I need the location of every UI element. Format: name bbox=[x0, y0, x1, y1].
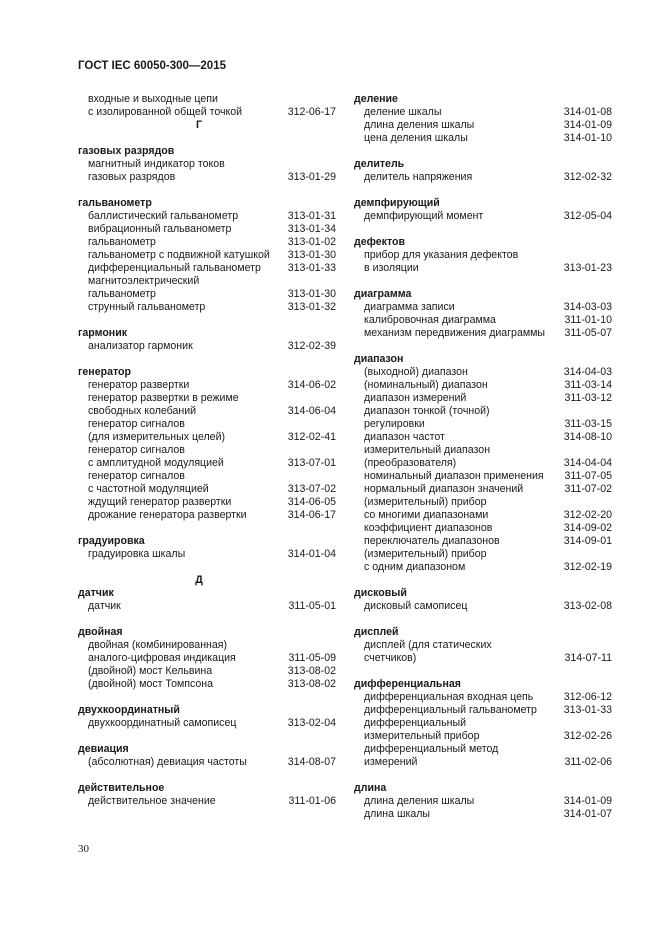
index-entry bbox=[354, 418, 612, 431]
index-entry bbox=[78, 548, 336, 561]
entry-code: 314-06-04 bbox=[287, 405, 336, 417]
spacer bbox=[354, 145, 612, 158]
spacer bbox=[78, 522, 336, 535]
index-heading: дефектов bbox=[354, 236, 405, 248]
index-entry bbox=[78, 340, 336, 353]
entry-term: генератор сигналов bbox=[88, 470, 185, 482]
index-entry bbox=[354, 249, 612, 262]
index-entry bbox=[78, 431, 336, 444]
entry-term: диапазон частот bbox=[364, 431, 445, 443]
index-entry bbox=[78, 483, 336, 496]
entry-term: входные и выходные цепи bbox=[88, 93, 218, 105]
entry-term: деление шкалы bbox=[364, 106, 442, 118]
index-entry bbox=[354, 314, 612, 327]
entry-code: 314-01-09 bbox=[563, 795, 612, 807]
entry-code: 314-01-09 bbox=[563, 119, 612, 131]
entry-term: дифференциальный метод bbox=[364, 743, 499, 755]
index-entry bbox=[78, 665, 336, 678]
entry-term: дисковый самописец bbox=[364, 600, 468, 612]
index-entry bbox=[354, 561, 612, 574]
index-entry bbox=[78, 262, 336, 275]
entry-code: 314-03-03 bbox=[563, 301, 612, 313]
entry-code: 313-01-30 bbox=[287, 288, 336, 300]
page-header: ГОСТ IEC 60050-300—2015 bbox=[78, 60, 226, 72]
index-entry bbox=[354, 704, 612, 717]
entry-code: 311-05-07 bbox=[564, 327, 612, 339]
index-heading: деление bbox=[354, 93, 398, 105]
index-heading: гармоник bbox=[78, 327, 128, 339]
entry-code: 312-02-32 bbox=[563, 171, 612, 183]
entry-term: генератор развертки bbox=[88, 379, 190, 391]
entry-code: 312-05-04 bbox=[563, 210, 612, 222]
entry-code: 311-03-14 bbox=[564, 379, 612, 391]
index-entry bbox=[354, 119, 612, 132]
index-entry bbox=[354, 210, 612, 223]
index-entry bbox=[78, 509, 336, 522]
index-entry bbox=[78, 457, 336, 470]
entry-term: дифференциальный гальванометр bbox=[364, 704, 537, 716]
page-number: 30 bbox=[78, 843, 89, 855]
entry-term: коэффициент диапазонов bbox=[364, 522, 493, 534]
entry-code: 313-01-31 bbox=[287, 210, 336, 222]
index-entry bbox=[354, 496, 612, 509]
index-entry bbox=[78, 678, 336, 691]
entry-code: 314-01-08 bbox=[563, 106, 612, 118]
index-entry bbox=[354, 743, 612, 756]
index-entry bbox=[78, 717, 336, 730]
entry-term: дифференциальный гальванометр bbox=[88, 262, 261, 274]
index-entry bbox=[78, 444, 336, 457]
index-entry bbox=[78, 600, 336, 613]
entry-code: 314-01-04 bbox=[287, 548, 336, 560]
entry-code: 312-06-12 bbox=[563, 691, 612, 703]
entry-code: 314-06-17 bbox=[287, 509, 336, 521]
spacer bbox=[78, 613, 336, 626]
index-heading: действительное bbox=[78, 782, 165, 794]
index-entry bbox=[354, 366, 612, 379]
entry-term: магнитный индикатор токов bbox=[88, 158, 225, 170]
index-entry bbox=[354, 405, 612, 418]
spacer bbox=[78, 561, 336, 574]
spacer bbox=[354, 223, 612, 236]
index-entry bbox=[354, 639, 612, 652]
entry-term: (выходной) диапазон bbox=[364, 366, 468, 378]
entry-term: (абсолютная) девиация частоты bbox=[88, 756, 247, 768]
entry-term: с амплитудной модуляцией bbox=[88, 457, 224, 469]
index-entry bbox=[78, 392, 336, 405]
entry-term: гальванометр bbox=[88, 288, 156, 300]
entry-code: 312-02-39 bbox=[287, 340, 336, 352]
entry-term: (двойной) мост Томпсона bbox=[88, 678, 214, 690]
index-entry bbox=[78, 249, 336, 262]
entry-code: 311-05-09 bbox=[288, 652, 336, 664]
entry-code: 313-01-34 bbox=[287, 223, 336, 235]
entry-code: 313-01-30 bbox=[287, 249, 336, 261]
entry-code: 313-08-02 bbox=[287, 665, 336, 677]
entry-term: аналого-цифровая индикация bbox=[88, 652, 236, 664]
entry-term: с одним диапазоном bbox=[364, 561, 466, 573]
index-entry bbox=[354, 106, 612, 119]
entry-code: 314-09-02 bbox=[563, 522, 612, 534]
index-heading: датчик bbox=[78, 587, 114, 599]
index-heading: градуировка bbox=[78, 535, 145, 547]
entry-term: генератор развертки в режиме bbox=[88, 392, 239, 404]
index-entry bbox=[354, 522, 612, 535]
entry-code: 312-02-26 bbox=[563, 730, 612, 742]
spacer bbox=[354, 275, 612, 288]
index-entry bbox=[78, 795, 336, 808]
entry-term: дифференциальный bbox=[364, 717, 467, 729]
entry-term: свободных колебаний bbox=[88, 405, 197, 417]
index-entry bbox=[354, 171, 612, 184]
entry-term: калибровочная диаграмма bbox=[364, 314, 496, 326]
entry-term: счетчиков) bbox=[364, 652, 417, 664]
index-entry bbox=[354, 756, 612, 769]
index-entry bbox=[78, 301, 336, 314]
entry-term: со многими диапазонами bbox=[364, 509, 489, 521]
spacer bbox=[354, 574, 612, 587]
entry-term: длина шкалы bbox=[364, 808, 431, 820]
index-entry bbox=[78, 379, 336, 392]
spacer bbox=[78, 730, 336, 743]
index-entry bbox=[354, 600, 612, 613]
entry-term: двойная (комбинированная) bbox=[88, 639, 228, 651]
index-entry bbox=[354, 483, 612, 496]
index-entry bbox=[354, 444, 612, 457]
entry-code: 314-08-07 bbox=[287, 756, 336, 768]
index-entry bbox=[78, 106, 336, 119]
entry-term: градуировка шкалы bbox=[88, 548, 186, 560]
entry-code: 311-03-12 bbox=[564, 392, 612, 404]
entry-code: 312-06-17 bbox=[287, 106, 336, 118]
entry-term: регулировки bbox=[364, 418, 425, 430]
entry-code: 314-04-03 bbox=[563, 366, 612, 378]
index-entry bbox=[354, 379, 612, 392]
index-heading: демпфирующий bbox=[354, 197, 440, 209]
section-letter: Г bbox=[195, 119, 202, 131]
entry-term: с частотной модуляцией bbox=[88, 483, 209, 495]
entry-code: 311-01-10 bbox=[564, 314, 612, 326]
spacer bbox=[78, 314, 336, 327]
spacer bbox=[354, 184, 612, 197]
entry-term: делитель напряжения bbox=[364, 171, 473, 183]
index-entry bbox=[354, 717, 612, 730]
index-entry bbox=[354, 652, 612, 665]
entry-term: гальванометр с подвижной катушкой bbox=[88, 249, 270, 261]
entry-term: демпфирующий момент bbox=[364, 210, 484, 222]
entry-term: дифференциальная входная цепь bbox=[364, 691, 534, 703]
index-heading: двойная bbox=[78, 626, 123, 638]
spacer bbox=[78, 353, 336, 366]
entry-code: 314-01-07 bbox=[563, 808, 612, 820]
index-heading: дисковый bbox=[354, 587, 407, 599]
index-entry bbox=[78, 418, 336, 431]
entry-term: (измерительный) прибор bbox=[364, 496, 487, 508]
index-heading: дифференциальная bbox=[354, 678, 461, 690]
spacer bbox=[354, 340, 612, 353]
spacer bbox=[78, 769, 336, 782]
entry-term: анализатор гармоник bbox=[88, 340, 193, 352]
entry-code: 313-02-04 bbox=[287, 717, 336, 729]
index-entry bbox=[354, 301, 612, 314]
entry-term: (для измерительных целей) bbox=[88, 431, 226, 443]
entry-term: (двойной) мост Кельвина bbox=[88, 665, 213, 677]
index-entry bbox=[78, 639, 336, 652]
index-entry bbox=[78, 210, 336, 223]
index-entry bbox=[78, 223, 336, 236]
entry-code: 313-01-29 bbox=[287, 171, 336, 183]
entry-term: измерительный диапазон bbox=[364, 444, 491, 456]
index-heading: гальванометр bbox=[78, 197, 152, 209]
entry-code: 313-02-08 bbox=[563, 600, 612, 612]
left-index-column bbox=[78, 93, 336, 808]
index-heading: двухкоординатный bbox=[78, 704, 180, 716]
entry-term: диапазон измерений bbox=[364, 392, 467, 404]
index-entry bbox=[354, 509, 612, 522]
index-entry bbox=[354, 392, 612, 405]
entry-term: дисплей (для статических bbox=[364, 639, 492, 651]
entry-code: 313-07-01 bbox=[287, 457, 336, 469]
entry-term: газовых разрядов bbox=[88, 171, 176, 183]
index-entry bbox=[78, 158, 336, 171]
index-heading: дисплей bbox=[354, 626, 399, 638]
section-letter: Д bbox=[195, 574, 203, 586]
entry-code: 313-01-33 bbox=[287, 262, 336, 274]
entry-term: струнный гальванометр bbox=[88, 301, 206, 313]
entry-code: 311-01-06 bbox=[288, 795, 336, 807]
index-heading: генератор bbox=[78, 366, 131, 378]
entry-term: диапазон тонкой (точной) bbox=[364, 405, 490, 417]
entry-term: с изолированной общей точкой bbox=[88, 106, 243, 118]
spacer bbox=[78, 691, 336, 704]
entry-term: длина деления шкалы bbox=[364, 795, 475, 807]
index-entry bbox=[354, 548, 612, 561]
entry-term: двухкоординатный самописец bbox=[88, 717, 237, 729]
entry-code: 313-01-32 bbox=[287, 301, 336, 313]
index-entry bbox=[78, 756, 336, 769]
index-entry bbox=[354, 691, 612, 704]
index-entry bbox=[354, 457, 612, 470]
entry-code: 311-07-05 bbox=[564, 470, 612, 482]
index-entry bbox=[78, 171, 336, 184]
index-heading: делитель bbox=[354, 158, 405, 170]
entry-code: 313-01-02 bbox=[287, 236, 336, 248]
index-entry bbox=[78, 288, 336, 301]
index-entry bbox=[78, 93, 336, 106]
entry-term: магнитоэлектрический bbox=[88, 275, 200, 287]
entry-code: 313-08-02 bbox=[287, 678, 336, 690]
entry-code: 311-03-15 bbox=[564, 418, 612, 430]
entry-code: 314-07-11 bbox=[564, 652, 612, 664]
spacer bbox=[78, 132, 336, 145]
index-entry bbox=[354, 132, 612, 145]
entry-term: гальванометр bbox=[88, 236, 156, 248]
entry-term: датчик bbox=[88, 600, 121, 612]
index-entry bbox=[354, 795, 612, 808]
entry-term: генератор сигналов bbox=[88, 418, 185, 430]
entry-code: 314-04-04 bbox=[563, 457, 612, 469]
index-entry bbox=[78, 236, 336, 249]
entry-term: (номинальный) диапазон bbox=[364, 379, 488, 391]
entry-term: номинальный диапазон применения bbox=[364, 470, 544, 482]
entry-term: длина деления шкалы bbox=[364, 119, 475, 131]
entry-code: 311-05-01 bbox=[288, 600, 336, 612]
entry-code: 312-02-41 bbox=[287, 431, 336, 443]
entry-code: 314-08-10 bbox=[563, 431, 612, 443]
entry-term: диаграмма записи bbox=[364, 301, 455, 313]
index-entry bbox=[354, 470, 612, 483]
index-entry bbox=[354, 262, 612, 275]
entry-term: действительное значение bbox=[88, 795, 216, 807]
entry-code: 314-06-05 bbox=[287, 496, 336, 508]
entry-term: механизм передвижения диаграммы bbox=[364, 327, 546, 339]
index-entry bbox=[354, 431, 612, 444]
entry-code: 314-09-01 bbox=[563, 535, 612, 547]
index-entry bbox=[78, 405, 336, 418]
spacer bbox=[354, 769, 612, 782]
index-heading: диаграмма bbox=[354, 288, 412, 300]
right-index-column bbox=[354, 93, 612, 821]
index-entry bbox=[354, 535, 612, 548]
entry-term: в изоляции bbox=[364, 262, 419, 274]
entry-term: (измерительный) прибор bbox=[364, 548, 487, 560]
spacer bbox=[354, 613, 612, 626]
entry-term: прибор для указания дефектов bbox=[364, 249, 519, 261]
index-entry bbox=[78, 470, 336, 483]
index-entry bbox=[354, 327, 612, 340]
entry-term: измерительный прибор bbox=[364, 730, 480, 742]
entry-term: баллистический гальванометр bbox=[88, 210, 239, 222]
entry-term: переключатель диапазонов bbox=[364, 535, 500, 547]
index-heading: длина bbox=[354, 782, 387, 794]
entry-term: генератор сигналов bbox=[88, 444, 185, 456]
entry-term: нормальный диапазон значений bbox=[364, 483, 524, 495]
index-entry bbox=[78, 652, 336, 665]
index-heading: девиация bbox=[78, 743, 129, 755]
entry-code: 314-01-10 bbox=[563, 132, 612, 144]
entry-code: 311-07-02 bbox=[564, 483, 612, 495]
entry-term: дрожание генератора развертки bbox=[88, 509, 247, 521]
entry-code: 313-01-23 bbox=[563, 262, 612, 274]
entry-code: 313-07-02 bbox=[287, 483, 336, 495]
entry-term: вибрационный гальванометр bbox=[88, 223, 232, 235]
entry-code: 314-06-02 bbox=[287, 379, 336, 391]
entry-code: 311-02-06 bbox=[564, 756, 612, 768]
spacer bbox=[354, 665, 612, 678]
index-entry bbox=[78, 496, 336, 509]
index-entry bbox=[354, 808, 612, 821]
entry-code: 312-02-20 bbox=[563, 509, 612, 521]
index-entry bbox=[78, 275, 336, 288]
entry-code: 313-01-33 bbox=[563, 704, 612, 716]
entry-term: (преобразователя) bbox=[364, 457, 457, 469]
index-entry bbox=[354, 730, 612, 743]
entry-term: ждущий генератор развертки bbox=[88, 496, 232, 508]
spacer bbox=[78, 184, 336, 197]
entry-term: измерений bbox=[364, 756, 418, 768]
index-heading: диапазон bbox=[354, 353, 404, 365]
entry-code: 312-02-19 bbox=[563, 561, 612, 573]
entry-term: цена деления шкалы bbox=[364, 132, 468, 144]
index-heading: газовых разрядов bbox=[78, 145, 175, 157]
